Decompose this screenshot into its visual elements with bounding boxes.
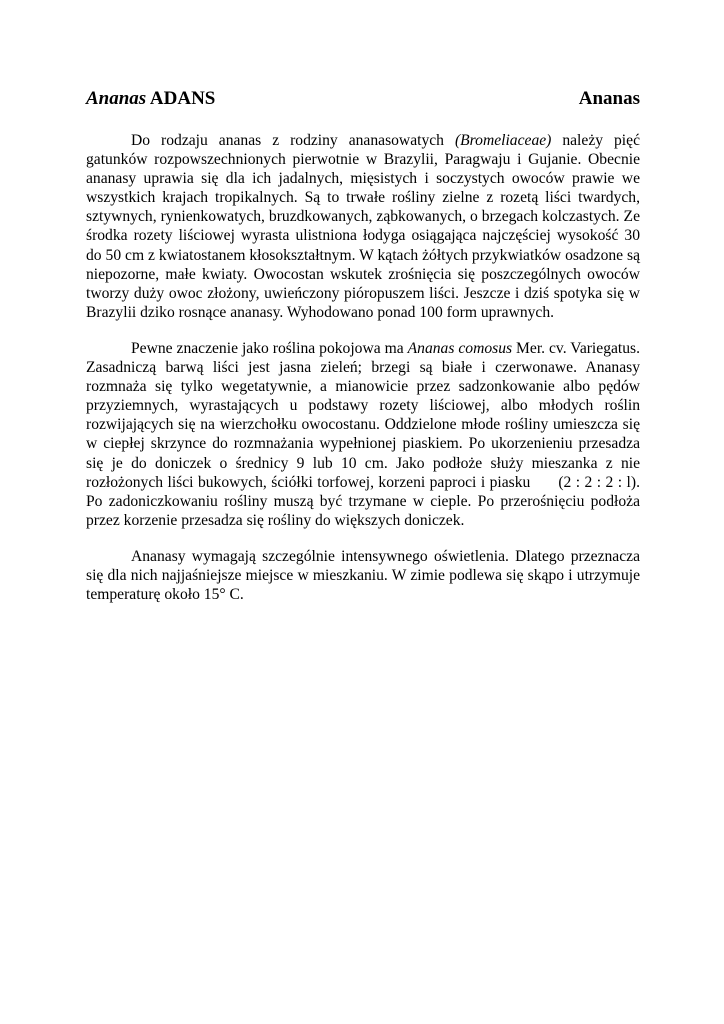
paragraph-text: Do rodzaju ananas z rodziny ananasowatych bbox=[131, 132, 455, 149]
species-latin-name: Ananas comosus bbox=[407, 339, 513, 357]
family-latin-name: (Bromeliaceae) bbox=[454, 132, 552, 149]
paragraph-text: należy pięć gatunków rozpowszechnionych pierwotnie w Brazylii, Paragwaju i Gujanie. Obecnie ananasy uprawia się dla ich jadalnych, mięsistych i soczystych owoców prawie we wszystkich krajach tropikalnych. Są to trwałe rośliny zielne z rozetą liści twardych, sztywnych, rynienkowatych, bruzdkowanych, ząbkowanych, o brzegach kolczastych. Ze środka rozety liściowej wyrasta ulistniona łodyga osiągająca najczęściej wysokość 30 do 50 cm z kwiatostanem kłosokształtnym. W kątach żółtych przykwiatków osadzone są niepozorne, małe kwiaty. Owocostan wskutek zrośnięcia się poszczególnych owoców tworzy duży owoc złożony, uwieńczony pióropuszem liści. Jeszcze i dziś spotyka się w Brazylii dziko rosnące ananasy. Wyhodowano ponad 100 form uprawnych. bbox=[86, 132, 640, 321]
mix-ratio: (2 : 2 : 2 : l). bbox=[558, 473, 640, 491]
paragraph-cultivation bbox=[86, 339, 640, 530]
paragraph-text: Pewne znaczenie jako roślina pokojowa ma bbox=[131, 339, 408, 357]
paragraph-care: Ananasy wymagają szczególnie intensywnego oświetlenia. Dlatego przeznacza się dla nich najjaśniejsze miejsce w mieszkaniu. W zimie podlewa się skąpo i utrzymuje temperaturę około 15° C. bbox=[86, 547, 640, 604]
author-abbrev: ADANS bbox=[149, 88, 216, 109]
genus-name: Ananas bbox=[86, 88, 147, 109]
entry-heading bbox=[86, 86, 640, 112]
paragraph-text: Mer. cv. Variegatus. Zasadniczą barwą liści jest jasna zieleń; brzegi są białe i czerwonawe. Ananasy rozmnaża się tylko wegetatywnie, a mianowicie przez sadzonkowanie albo pędów przyziemnych, wyrastających u podstawy rozety liściowej, albo młodych roślin rozwijających się na wierzchołku owocostanu. Oddzielone młode rośliny umieszcza się w ciepłej skrzynce do rozmnażania wypełnionej piaskiem. Po ukorzenieniu przesadza się je do doniczek o średnicy 9 lub 10 cm. Jako podłoże służy mieszanka z nie rozłożonych liści bukowych, ściółki torfowej, korzeni paproci i piasku bbox=[86, 339, 641, 491]
entry-title bbox=[86, 86, 215, 112]
paragraph-text: Po zadoniczkowaniu rośliny muszą być trzymane w cieple. Po przerośnięciu podłoża przez korzenie przesadza się rośliny do większych doniczek. bbox=[86, 492, 640, 529]
paragraph-description bbox=[86, 131, 640, 322]
document-page bbox=[86, 86, 640, 621]
common-name: Ananas bbox=[578, 88, 640, 109]
